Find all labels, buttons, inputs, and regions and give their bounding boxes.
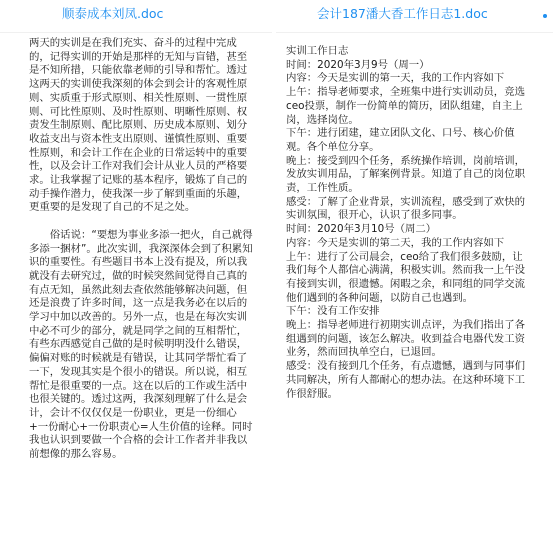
right-log-morning-2: 上午：进行了公司晨会，ceo给了我们很多鼓励，让我们每个人都信心满满，积极实训。然而我一上午没有接到实训，很遗憾。闲暇之余，和同组的同学交流他们遇到的各种问题，以防自己也遇到。 — [286, 250, 525, 304]
right-log-title: 实训工作日志 — [286, 45, 349, 57]
left-paragraph-2: 俗话说：“要想为事业多添一把火，自己就得多添一捆材”。此次实训，我深深体会到了积累知识的重要性。有些题目书本上没有提及，所以我就没有去研究过，做的时候突然间觉得自己真的有点无知，虽然此刻去查依然能够解决问题，但还是浪费了许多时间，这一点是我务必在以后的学习中加以改善的。另外一点，也是在每次实训中必不可少的部分，就是同学之间的互相帮忙，有些东西感觉自己做的是时候明明没什么错误，偏偏对账的时候就是有错误，让其同学帮忙看了一下，发现其实是个很小的错误。所以说，相互帮忙是很重要的一点。这在以后的工作或生活中也很关键的。透过这两，我深刻理解了什么是会计，会计不仅仅仅是一份职业，更是一份细心+一份耐心+一份职责心=人生价值的诠释。同时我也认识到要做一个合格的会计工作者并非我以前想像的那么容易。 — [29, 228, 253, 461]
left-document-pane[interactable] — [0, 0, 272, 553]
right-document-body — [286, 45, 526, 401]
right-log-content-2: 内容：今天是实训的第二天，我的工作内容如下 — [286, 236, 505, 249]
left-document-body — [29, 37, 255, 462]
left-document-file-name[interactable]: 顺泰成本刘凤.doc — [62, 6, 164, 21]
right-log-evening-1: 晚上：接受到四个任务，系统操作培训，岗前培训，发放实训用品，了解案例背景。知道了自己的岗位职责，工作性质。 — [286, 154, 525, 195]
right-log-afternoon-1: 下午：进行团建，建立团队文化、口号、核心价值观。各个单位分享。 — [286, 127, 515, 153]
right-document-pane[interactable] — [276, 0, 553, 553]
right-log-morning-1: 上午：指导老师要求，全班集中进行实训动员，竞选ceo投票，制作一份简单的简历，团队组建，自主上岗，选择岗位。 — [286, 86, 525, 126]
right-log-feeling-1: 感受：了解了企业背景，实训流程，感受到了欢快的实训氛围，很开心，认识了很多同事。 — [286, 195, 525, 222]
right-log-date-2: 时间：2020年3月10号（周二） — [286, 223, 437, 236]
right-log-afternoon-2: 下午：没有工作安排 — [286, 305, 380, 318]
paragraph-spacer — [29, 215, 255, 229]
right-log-content-1: 内容：今天是实训的第一天，我的工作内容如下 — [286, 72, 505, 85]
right-log-evening-2: 晚上：指导老师进行初期实训点评，为我们指出了各组遇到的问题，该怎么解决。收到益合电器代发工资业务，然而回执单空白，已退回。 — [286, 319, 525, 359]
right-log-feeling-2: 感受：没有接到几个任务，有点遗憾，遇到与同事们共同解决，所有人都耐心的想办法。在这种环境下工作很舒服。 — [286, 360, 525, 400]
right-log-date-1: 时间：2020年3月9号（周一） — [286, 58, 430, 71]
right-document-file-name[interactable]: 会计187潘大香工作日志1.doc — [317, 6, 488, 21]
unread-dot-icon — [543, 14, 547, 18]
left-paragraph-1: 两天的实训是在我们充实、奋斗的过程中完成的，记得实训的开始是那样的无知与盲错，甚至是不知所措，只能依靠老师的引导和帮忙。透过这两天的实训使我深刻的体会到会计的客观性原则、实质重于形式原则、相关性原则、一贯性原则、可比性原则、及时性原则、明晰性原则、权责发生制原则、配比原则、历史成本原则、划分收益支出与资本性支出原则、谨慎性原则、重要性原则，和会计工作在企业的日常运转中的重要性，以及会计工作对我们会计从业人员的严格要求。让我掌握了记账的基本程序，锻炼了自己的动手操作潜力，使我深一步了解到重面的乐趣，更重要的是发现了自己的不足之处。 — [29, 37, 248, 214]
